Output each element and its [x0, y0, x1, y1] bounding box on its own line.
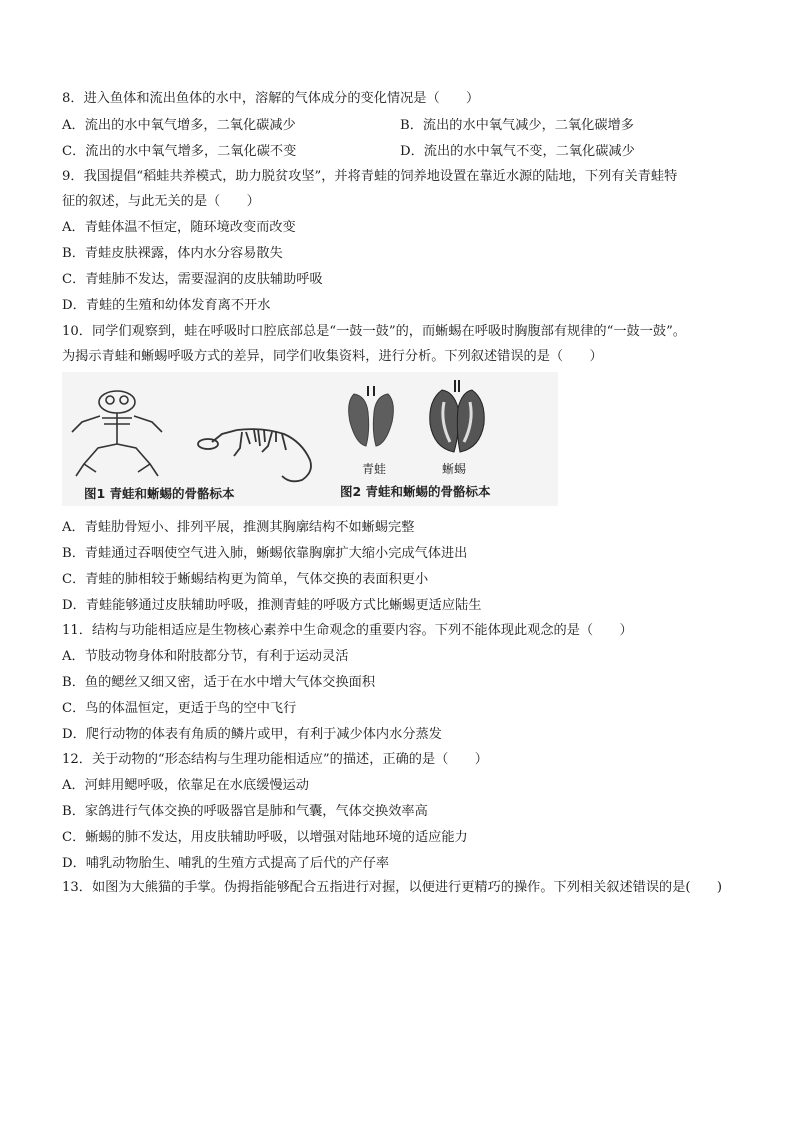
- q10-stem-line1: 10．同学们观察到，蛙在呼吸时口腔底部总是“一鼓一鼓”的，而蜥蜴在呼吸时胸腹部有规律的“一鼓一鼓”。: [62, 324, 686, 339]
- lizard-skeleton-image: [198, 429, 311, 481]
- q11-option-b: B．鱼的鳃丝又细又密，适于在水中增大气体交换面积: [62, 675, 376, 690]
- q10-option-d: D．青蛙能够通过皮肤辅助呼吸，推测青蛙的呼吸方式比蜥蜴更适应陆生: [62, 598, 482, 613]
- q12-option-b: B．家鸽进行气体交换的呼吸器官是肺和气囊，气体交换效率高: [62, 804, 428, 819]
- q10-option-c: C．青蛙的肺相较于蜥蜴结构更为简单，气体交换的表面积更小: [62, 572, 429, 587]
- frog-lungs-image: [349, 386, 394, 446]
- q9-option-b: B．青蛙皮肤裸露，体内水分容易散失: [62, 246, 283, 261]
- q11-option-d: D．爬行动物的体表有角质的鳞片或甲，有利于减少体内水分蒸发: [62, 727, 442, 742]
- lizard-label: 蜥蜴: [442, 462, 467, 476]
- q8-stem: 8．进入鱼体和流出鱼体的水中，溶解的气体成分的变化情况是（ ）: [62, 91, 480, 106]
- q13-stem: 13．如图为大熊猫的手掌。伪拇指能够配合五指进行对握，以便进行更精巧的操作。下列相关叙述错误的是( ): [62, 880, 723, 895]
- q11-option-c: C．鸟的体温恒定，更适于鸟的空中飞行: [62, 701, 297, 716]
- q11-stem: 11．结构与功能相适应是生物核心素养中生命观念的重要内容。下列不能体现此观念的是（ ）: [62, 623, 633, 638]
- q8-option-a: A．流出的水中氧气增多，二氧化碳减少: [62, 118, 296, 133]
- q8-option-b: B．流出的水中氧气减少，二氧化碳增多: [400, 118, 634, 133]
- q8-option-c: C．流出的水中氧气增多，二氧化碳不变: [62, 144, 297, 159]
- q12-option-d: D．哺乳动物胎生、哺乳的生殖方式提高了后代的产仔率: [62, 856, 390, 871]
- frog-label: 青蛙: [362, 462, 387, 476]
- q12-stem: 12．关于动物的“形态结构与生理功能相适应”的描述，正确的是（ ）: [62, 752, 488, 767]
- q9-option-a: A．青蛙体温不恒定，随环境改变而改变: [62, 220, 296, 235]
- q12-option-c: C．蜥蜴的肺不发达，用皮肤辅助呼吸，以增强对陆地环境的适应能力: [62, 830, 468, 845]
- q8-option-d: D．流出的水中氧气不变，二氧化碳减少: [400, 144, 635, 159]
- frog-skeleton-image: [72, 391, 162, 476]
- q9-option-d: D．青蛙的生殖和幼体发育离不开水: [62, 298, 271, 313]
- q9-stem-line1: 9．我国提倡“稻蛙共养模式，助力脱贫攻坚”，并将青蛙的饲养地设置在靠近水源的陆地，下列有关青蛙特: [62, 169, 678, 184]
- q10-stem-line2: 为揭示青蛙和蜥蜴呼吸方式的差异，同学们收集资料，进行分析。下列叙述错误的是（ ）: [62, 349, 603, 364]
- q9-option-c: C．青蛙肺不发达，需要湿润的皮肤辅助呼吸: [62, 272, 323, 287]
- q11-option-a: A．节肢动物身体和附肢都分节，有利于运动灵活: [62, 649, 349, 664]
- skeleton-figure: [62, 372, 558, 506]
- q10-option-a: A．青蛙肋骨短小、排列平展，推测其胸廓结构不如蜥蜴完整: [62, 520, 415, 535]
- lizard-lungs-image: [430, 380, 485, 452]
- q10-option-b: B．青蛙通过吞咽使空气进入肺，蜥蜴依靠胸廓扩大缩小完成气体进出: [62, 546, 468, 561]
- q12-option-a: A．河蚌用鳃呼吸，依靠足在水底缓慢运动: [62, 778, 309, 793]
- figure1-caption: 图1 青蛙和蜥蜴的骨骼标本: [84, 486, 235, 501]
- figure2-caption: 图2 青蛙和蜥蜴的骨骼标本: [340, 484, 491, 499]
- q9-stem-line2: 征的叙述，与此无关的是（ ）: [62, 194, 260, 209]
